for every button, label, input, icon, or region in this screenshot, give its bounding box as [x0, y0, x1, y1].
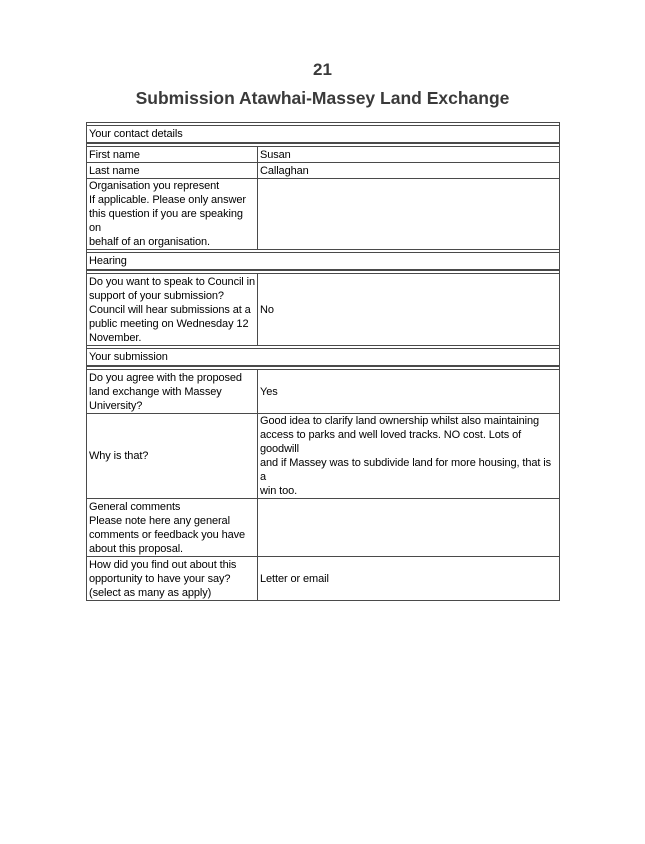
- section-title: Hearing: [87, 253, 560, 271]
- field-label: Why is that?: [87, 414, 258, 499]
- field-value-first-name: Susan: [258, 147, 560, 163]
- page-title: Submission Atawhai-Massey Land Exchange: [135, 88, 510, 108]
- section-header-hearing: [87, 253, 560, 271]
- table-row-why: [87, 414, 560, 499]
- field-value-speak: No: [258, 274, 560, 346]
- field-value-general: [258, 499, 560, 557]
- section-header-submission: [87, 349, 560, 367]
- table-row-organisation: [87, 179, 560, 250]
- section-title: Your submission: [87, 349, 560, 367]
- field-label: Do you agree with the proposed land exchange with Massey University?: [87, 370, 258, 414]
- table-row-first-name: [87, 147, 560, 163]
- field-label: Organisation you represent If applicable. Please only answer this question if you are speaking on behalf of an organisation.: [87, 179, 258, 250]
- field-value-why: Good idea to clarify land ownership whilst also maintaining access to parks and well loved tracks. NO cost. Lots of goodwill and if Massey was to subdivide land for more housing, that is a win too.: [258, 414, 560, 499]
- field-label: Do you want to speak to Council in support of your submission? Council will hear submissions at a public meeting on Wednesday 12 November.: [87, 274, 258, 346]
- section-title: Your contact details: [87, 126, 560, 144]
- field-value-organisation: [258, 179, 560, 250]
- field-value-last-name: Callaghan: [258, 163, 560, 179]
- submission-form-table: [86, 122, 560, 601]
- section-header-contact: [87, 126, 560, 144]
- field-label: Last name: [87, 163, 258, 179]
- table-row-speak-to-council: [87, 274, 560, 346]
- table-row-how-found: [87, 557, 560, 601]
- field-value-agree: Yes: [258, 370, 560, 414]
- field-label: First name: [87, 147, 258, 163]
- page-number: 21: [313, 60, 332, 79]
- table-row-last-name: [87, 163, 560, 179]
- table-row-agree: [87, 370, 560, 414]
- field-label: How did you find out about this opportunity to have your say? (select as many as apply): [87, 557, 258, 601]
- field-label: General comments Please note here any general comments or feedback you have about this proposal.: [87, 499, 258, 557]
- table-row-general-comments: [87, 499, 560, 557]
- field-value-how-found: Letter or email: [258, 557, 560, 601]
